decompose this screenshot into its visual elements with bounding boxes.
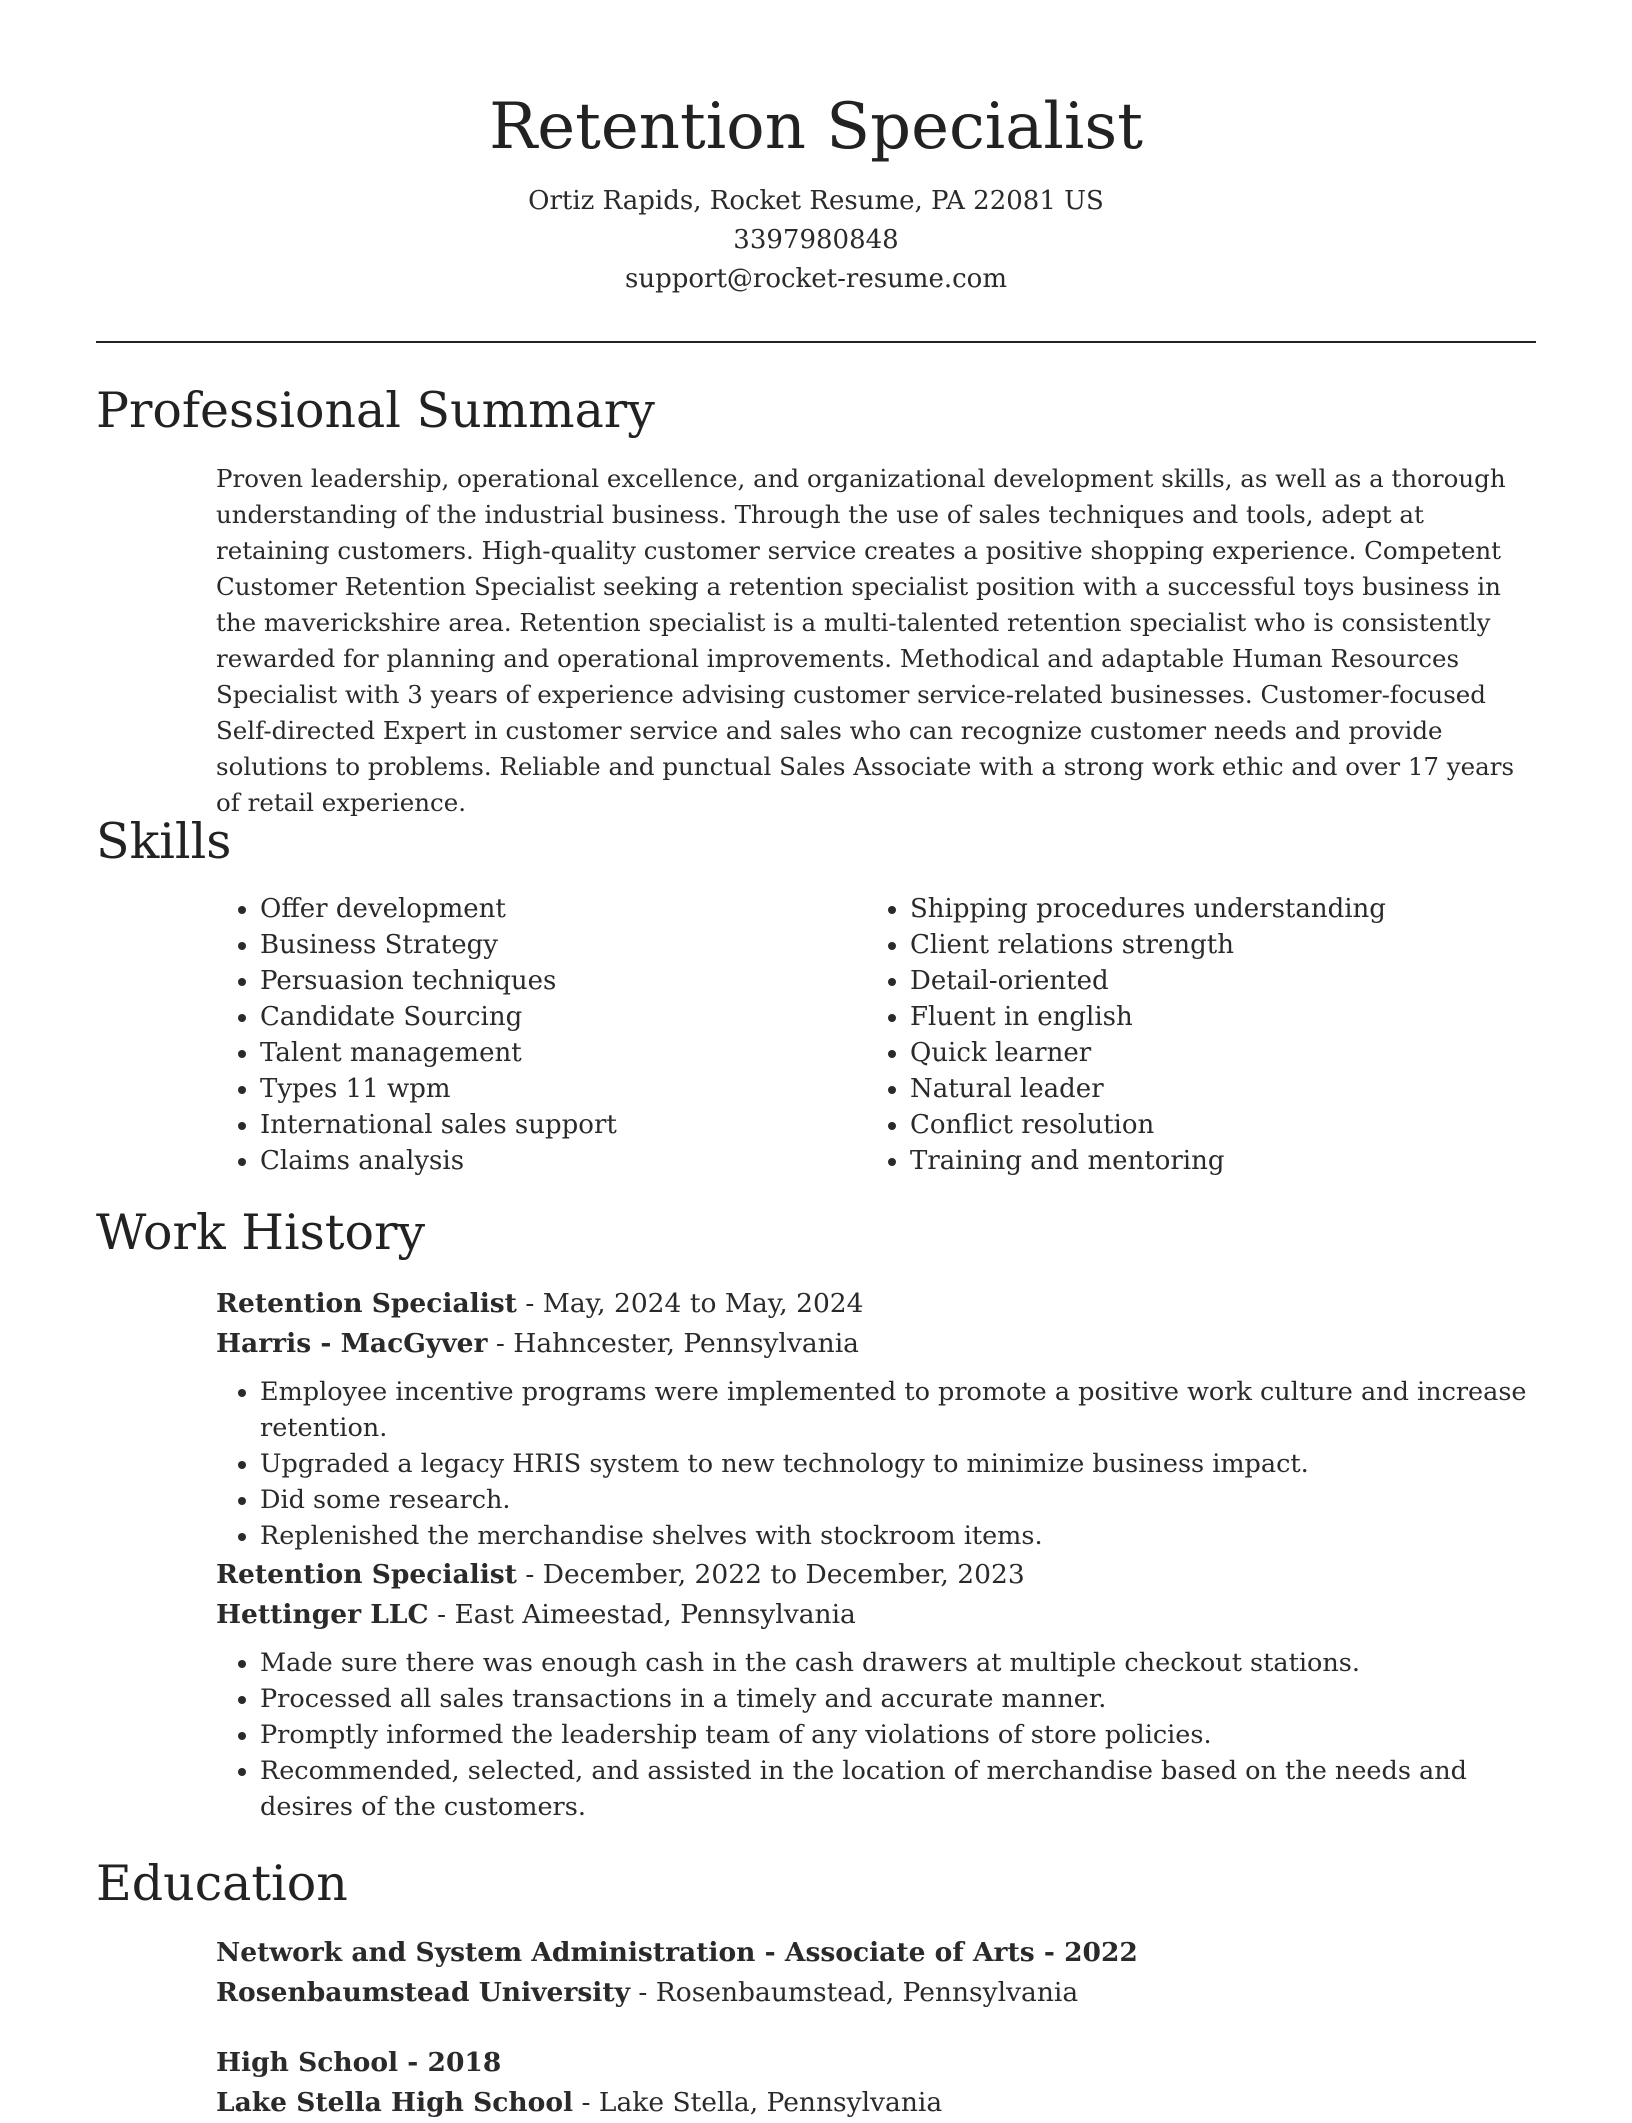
- school-name: Rosenbaumstead University: [216, 1977, 630, 2008]
- summary-heading: Professional Summary: [96, 382, 655, 439]
- list-item: • Made sure there was enough cash in the cash drawers at multiple checkout stations.: [260, 1645, 1550, 1681]
- list-item: • Processed all sales transactions in a timely and accurate manner.: [260, 1681, 1550, 1717]
- candidate-name: Retention Specialist: [489, 90, 1143, 164]
- list-item: • Employee incentive programs were implemented to promote a positive work culture and increase retention.: [260, 1374, 1556, 1446]
- list-item: • Claims analysis: [260, 1143, 860, 1179]
- skills-heading: Skills: [96, 813, 232, 870]
- company-name: Harris - MacGyver: [216, 1328, 488, 1359]
- list-item: • Upgraded a legacy HRIS system to new technology to minimize business impact.: [260, 1446, 1556, 1482]
- school-name: Lake Stella High School: [216, 2087, 574, 2118]
- list-item: • Did some research.: [260, 1482, 1556, 1518]
- company-name: Hettinger LLC: [216, 1599, 429, 1630]
- list-item: • Shipping procedures understanding: [910, 891, 1590, 927]
- job-dates: - May, 2024 to May, 2024: [516, 1288, 864, 1319]
- job-location: - East Aimeestad, Pennsylvania: [428, 1599, 856, 1630]
- job-title: Retention Specialist: [216, 1288, 517, 1319]
- list-item: • Recommended, selected, and assisted in the location of merchandise based on the needs and desires of the customers.: [260, 1753, 1550, 1825]
- job-bullets: [216, 1645, 1550, 1825]
- list-item: • Natural leader: [910, 1071, 1590, 1107]
- address: Ortiz Rapids, Rocket Resume, PA 22081 US: [528, 186, 1104, 216]
- list-item: • Detail-oriented: [910, 963, 1590, 999]
- job-title-line: [216, 1555, 1556, 1595]
- job-entry: [216, 1284, 1556, 1554]
- work-history-heading: Work History: [96, 1204, 426, 1261]
- degree: Network and System Administration - Associate of Arts - 2022: [216, 1937, 1138, 1968]
- resume-header: [0, 0, 1632, 299]
- skills-list-right: [866, 891, 1590, 1179]
- education-entry: [216, 1933, 1556, 2013]
- education-heading: Education: [96, 1855, 348, 1912]
- email: support@rocket-resume.com: [624, 264, 1007, 294]
- skills-list-left: [216, 891, 860, 1179]
- list-item: • Promptly informed the leadership team of any violations of store policies.: [260, 1717, 1550, 1753]
- list-item: • International sales support: [260, 1107, 860, 1143]
- header-divider: [96, 341, 1536, 343]
- list-item: • Replenished the merchandise shelves with stockroom items.: [260, 1518, 1556, 1554]
- degree: High School - 2018: [216, 2047, 502, 2078]
- job-company-line: [216, 1595, 1556, 1635]
- job-title: Retention Specialist: [216, 1559, 517, 1590]
- education-entry: [216, 2043, 1556, 2123]
- school-line: [216, 1973, 1556, 2013]
- list-item: • Candidate Sourcing: [260, 999, 860, 1035]
- list-item: • Conflict resolution: [910, 1107, 1590, 1143]
- list-item: • Training and mentoring: [910, 1143, 1590, 1179]
- list-item: • Persuasion techniques: [260, 963, 860, 999]
- school-location: - Lake Stella, Pennsylvania: [573, 2087, 943, 2118]
- list-item: • Types 11 wpm: [260, 1071, 860, 1107]
- list-item: • Fluent in english: [910, 999, 1590, 1035]
- job-title-line: [216, 1284, 1556, 1324]
- school-location: - Rosenbaumstead, Pennsylvania: [630, 1977, 1079, 2008]
- phone: 3397980848: [733, 225, 899, 255]
- list-item: • Quick learner: [910, 1035, 1590, 1071]
- job-entry: [216, 1555, 1556, 1825]
- job-location: - Hahncester, Pennsylvania: [487, 1328, 859, 1359]
- job-bullets: [216, 1374, 1556, 1554]
- job-company-line: [216, 1324, 1556, 1364]
- list-item: • Business Strategy: [260, 927, 860, 963]
- contact-block: [0, 182, 1632, 299]
- list-item: • Talent management: [260, 1035, 860, 1071]
- school-line: [216, 2083, 1556, 2123]
- list-item: • Offer development: [260, 891, 860, 927]
- job-dates: - December, 2022 to December, 2023: [516, 1559, 1025, 1590]
- summary-text: Proven leadership, operational excellence, and organizational development skills, as well as a thorough understanding of the industrial business. Through the use of sales techniques and tools, adept at retaining customers. High-quality customer service creates a positive shopping experience. Competent Customer Retention Specialist seeking a retention specialist position with a successful toys business in the maverickshire area. Retention specialist is a multi-talented retention specialist who is consistently rewarded for planning and operational improvements. Methodical and adaptable Human Resources Specialist with 3 years of experience advising customer service-related businesses. Customer-focused Self-directed Expert in customer service and sales who can recognize customer needs and provide solutions to problems. Reliable and punctual Sales Associate with a strong work ethic and over 17 years of retail experience.: [216, 464, 1515, 817]
- list-item: • Client relations strength: [910, 927, 1590, 963]
